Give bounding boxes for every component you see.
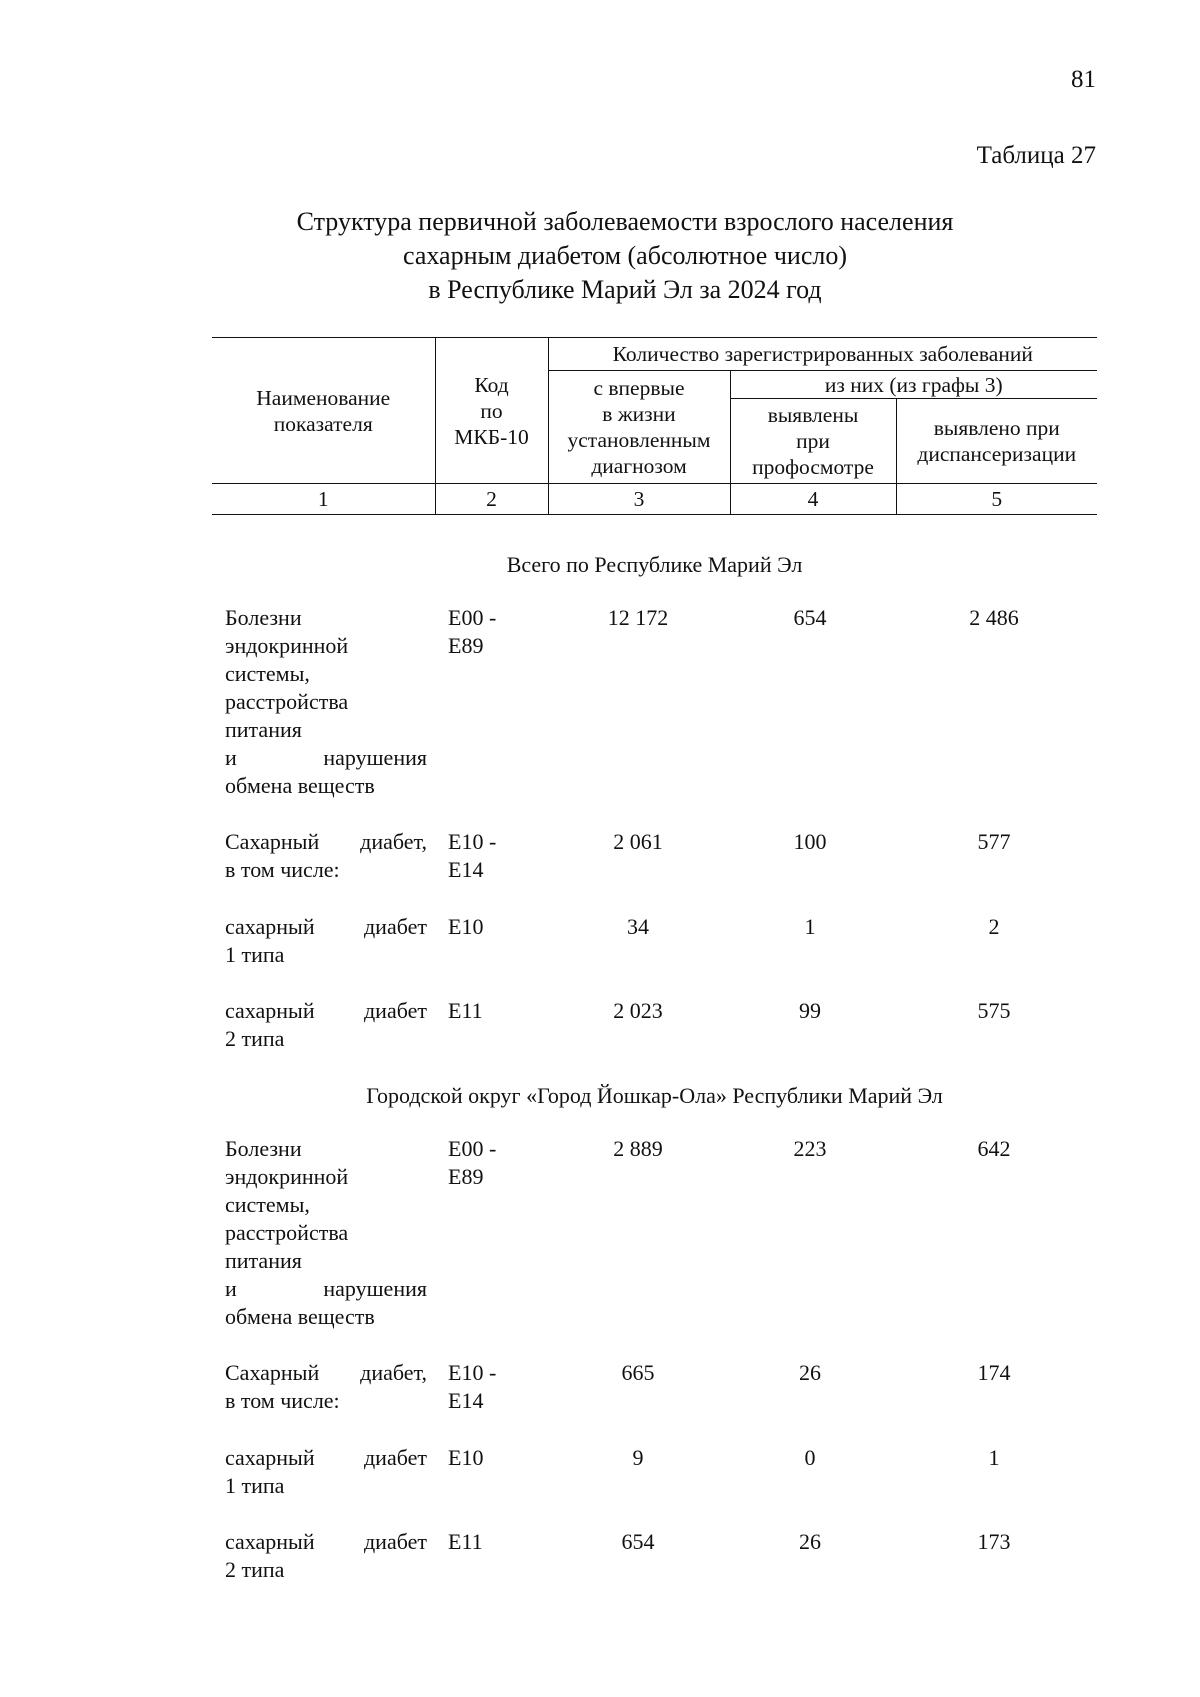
column-number: 3 [548,484,730,515]
row-code [448,1135,533,1191]
row-name-line: питания [225,1248,302,1273]
value-checkup: 99 [799,998,821,1023]
header-name-column [212,338,435,484]
column-number: 4 [730,484,896,515]
value-first-diagnosed: 2 061 [613,829,663,854]
title-line: сахарным диабетом (абсолютное число) [403,241,847,270]
value-checkup: 654 [793,605,827,630]
header-checkup-column [730,399,896,484]
row-name [225,997,427,1053]
code-line: E11 [448,998,483,1023]
row-name-line: в том числе: [225,857,340,882]
code-line: E14 [448,857,484,882]
row-name-line: системы, [225,661,310,686]
row-name-line: расстройства [225,1220,349,1245]
table-title [200,205,1050,307]
page-number: 81 [1071,66,1096,93]
value-dispensary: 575 [977,998,1011,1023]
header-dispensary-column [896,399,1097,484]
row-name [225,1444,427,1500]
code-line: E89 [448,633,484,658]
value-first-diagnosed: 12 172 [607,605,669,630]
value-dispensary: 173 [977,1529,1011,1554]
row-code [448,1444,533,1472]
row-name-line: Сахарный диабет, [225,1360,427,1385]
code-line: E10 - [448,829,497,854]
value-checkup: 0 [804,1445,816,1470]
row-name-line: 1 типа [225,1473,285,1498]
row-name-line: расстройства [225,689,349,714]
code-line: E11 [448,1529,483,1554]
value-dispensary: 2 486 [969,605,1019,630]
row-name-line: сахарный диабет [225,914,427,939]
row-name [225,1359,427,1415]
row-name-line: 2 типа [225,1557,285,1582]
title-line: в Республике Марий Эл за 2024 год [428,275,822,304]
header-text: выявлено при [933,416,1060,440]
code-line: E00 - [448,1136,497,1161]
header-text: Код [474,372,509,397]
header-text: с впервые [593,376,685,400]
value-first-diagnosed: 34 [627,914,649,939]
value-checkup: 100 [793,829,827,854]
value-checkup: 26 [799,1360,821,1385]
header-subgroup: из них (из графы 3) [730,371,1097,399]
row-name-line: сахарный диабет [225,1529,427,1554]
header-text: диагнозом [591,454,687,478]
row-code [448,604,533,660]
value-first-diagnosed: 654 [621,1529,655,1554]
row-name-line: сахарный диабет [225,998,427,1023]
column-number: 2 [435,484,548,515]
header-first-diagnosed-column [548,371,730,484]
row-name [225,913,427,969]
row-name [225,1528,427,1584]
row-name-line: 2 типа [225,1026,285,1051]
value-dispensary: 577 [977,829,1011,854]
code-line: E10 [448,1445,484,1470]
section-heading: Городской округ «Город Йошкар-Ола» Республики Марий Эл [366,1083,943,1108]
header-text: профосмотре [752,455,874,479]
value-first-diagnosed: 2 889 [613,1136,663,1161]
row-name-line: в том числе: [225,1388,340,1413]
row-name [225,828,427,884]
row-name-line: 1 типа [225,942,285,967]
row-name-line: эндокринной [225,633,349,658]
value-checkup: 26 [799,1529,821,1554]
row-name-line: питания [225,717,302,742]
column-number: 1 [212,484,435,515]
header-text: выявлены [767,403,859,427]
header-text: в жизни [602,402,676,426]
row-name-line: Сахарный диабет, [225,829,427,854]
code-line: E10 - [448,1360,497,1385]
table-label: Таблица 27 [976,142,1096,169]
row-name-line: и нарушения [225,1276,427,1301]
value-first-diagnosed: 9 [632,1445,644,1470]
code-line: E10 [448,914,484,939]
row-code [448,1528,533,1556]
row-name-line: Болезни [225,1136,302,1161]
value-dispensary: 174 [977,1360,1011,1385]
header-text: диспансеризации [917,442,1077,466]
row-name [225,1135,427,1331]
row-code [448,997,533,1025]
row-code [448,913,533,941]
value-dispensary: 2 [988,914,1000,939]
header-text: показателя [273,411,373,436]
code-line: E00 - [448,605,497,630]
row-name-line: сахарный диабет [225,1445,427,1470]
header-group-registered: Количество зарегистрированных заболеваний [548,338,1097,371]
row-name-line: системы, [225,1192,310,1217]
header-text: установленным [567,428,711,452]
value-first-diagnosed: 665 [621,1360,655,1385]
row-code [448,1359,533,1415]
row-code [448,828,533,884]
value-checkup: 1 [804,914,816,939]
header-text: МКБ-10 [454,424,529,449]
row-name-line: эндокринной [225,1164,349,1189]
value-dispensary: 1 [988,1445,1000,1470]
value-dispensary: 642 [977,1136,1011,1161]
value-first-diagnosed: 2 023 [613,998,663,1023]
table-header [212,337,1097,515]
row-name [225,604,427,800]
section-heading: Всего по Республике Марий Эл [506,552,803,577]
code-line: E89 [448,1164,484,1189]
row-name-line: обмена веществ [225,1304,375,1329]
column-number: 5 [896,484,1097,515]
header-code-column [435,338,548,484]
header-text: Наименование [256,385,391,410]
header-text: при [796,429,830,453]
row-name-line: Болезни [225,605,302,630]
code-line: E14 [448,1388,484,1413]
value-checkup: 223 [793,1136,827,1161]
title-line: Структура первичной заболеваемости взрослого населения [296,207,954,236]
row-name-line: и нарушения [225,745,427,770]
header-text: по [480,398,503,423]
row-name-line: обмена веществ [225,773,375,798]
